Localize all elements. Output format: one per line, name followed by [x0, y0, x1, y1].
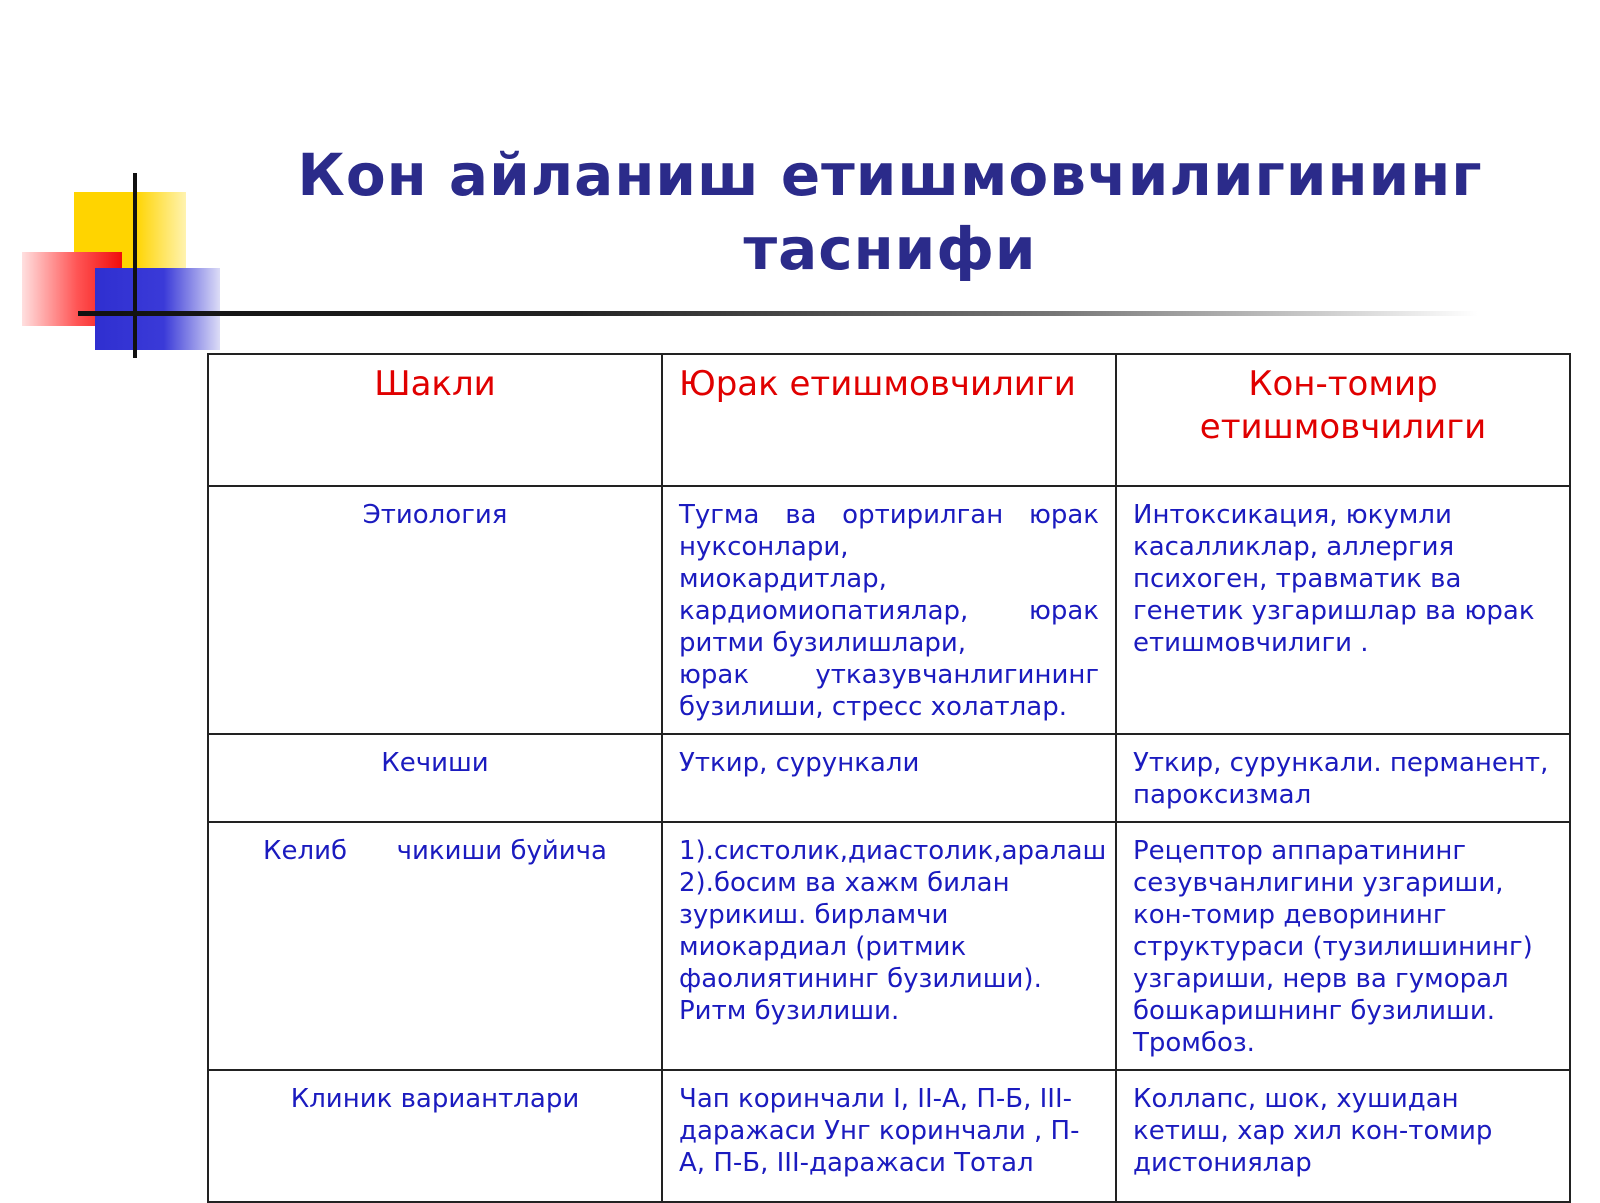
header-vascular-failure: Кон-томир етишмовчилиги: [1116, 354, 1570, 486]
vascular-cell: Рецептор аппаратининг сезувчанлигини узгариши, кон-томир деворининг структураси (тузилишининг) узгариши, нерв ва гуморал бошкаришнинг бузилиши. Тромбоз.: [1116, 822, 1570, 1070]
table-row: [208, 822, 1570, 1070]
table-row: [208, 486, 1570, 734]
vascular-cell: Коллапс, шок, хушидан кетиш, хар хил кон-томир дистониялар: [1116, 1070, 1570, 1202]
vascular-cell: Уткир, сурункали. перманент, пароксизмал: [1116, 734, 1570, 822]
row-label: Клиник вариантлари: [208, 1070, 662, 1202]
row-label: Кечиши: [208, 734, 662, 822]
decor-vertical-line: [133, 173, 137, 358]
table-row: [208, 1070, 1570, 1202]
decor-horizontal-line: [78, 311, 1478, 316]
decor-blue-square: [95, 268, 220, 350]
header-form: Шакли: [208, 354, 662, 486]
row-label: Келиб чикиши буйича: [208, 822, 662, 1070]
vascular-cell: Интоксикация, юкумли касалликлар, аллергия психоген, травматик ва генетик узгаришлар ва юрак етишмовчилиги .: [1116, 486, 1570, 734]
classification-table: [207, 353, 1571, 1203]
table-row: [208, 734, 1570, 822]
table-header-row: [208, 354, 1570, 486]
row-label: Этиология: [208, 486, 662, 734]
slide-title: Кон айланиш етишмовчилигининг таснифи: [297, 141, 1483, 283]
heart-cell: Уткир, сурункали: [662, 734, 1116, 822]
header-heart-failure: Юрак етишмовчилиги: [662, 354, 1116, 486]
heart-cell: Тугма ва ортирилган юрак нуксонлари, миокардитлар, кардиомиопатиялар, юрак ритми бузилишлари, юрак утказувчанлигининг бузилиши, стресс холатлар.: [662, 486, 1116, 734]
heart-cell: 1).систолик,диастолик,аралаш 2).босим ва хажм билан зурикиш. бирламчи миокардиал (ритмик фаолиятининг бузилиши). Ритм бузилиши.: [662, 822, 1116, 1070]
heart-cell: Чап коринчали I, II-А, П-Б, III-даражаси Унг коринчали , П-А, П-Б, III-даражаси Тотал: [662, 1070, 1116, 1202]
